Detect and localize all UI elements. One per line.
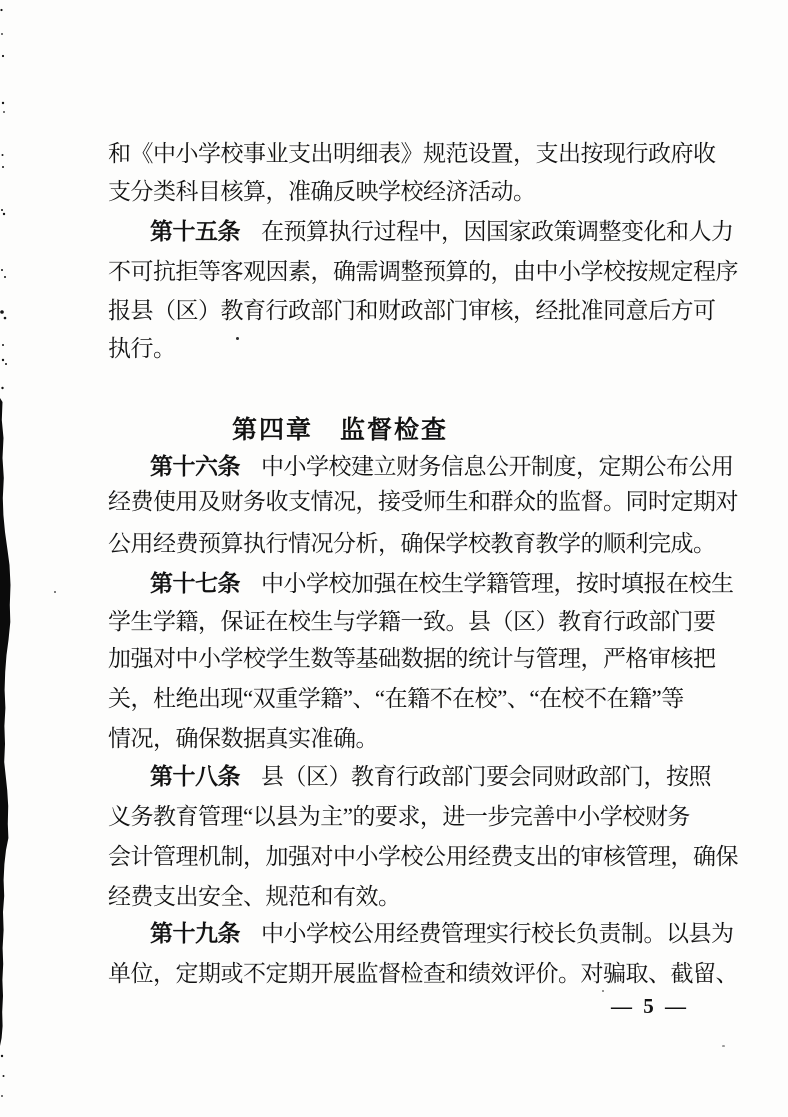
line-text: 单位，定期或不定期开展监督检查和绩效评价。对骗取、截留、 <box>108 961 738 986</box>
text-line <box>108 802 690 832</box>
chapter-heading: 第四章 监督检查 <box>231 417 449 444</box>
scan-speck <box>54 591 56 593</box>
line-text: 关，杜绝出现“双重学籍”、“在籍不在校”、“在校不在籍”等 <box>108 686 684 711</box>
text-line <box>150 762 711 792</box>
text-line <box>108 334 176 364</box>
scan-speck <box>236 337 239 340</box>
article-number: 第十八条 <box>150 764 240 789</box>
line-text: 中小学校建立财务信息公开制度，定期公布公用 <box>261 454 734 479</box>
text-line <box>108 684 684 714</box>
text-line <box>108 724 378 754</box>
text-line <box>108 882 401 912</box>
text-line <box>108 139 716 169</box>
text-line <box>150 919 734 949</box>
scan-artifact-left-edge <box>0 0 14 1117</box>
text-line <box>108 529 716 559</box>
scan-speck <box>722 1045 725 1047</box>
line-text: 经费支出安全、规范和有效。 <box>108 884 401 909</box>
page-number: — 5 — <box>611 994 689 1018</box>
scan-speck <box>602 990 604 992</box>
line-text: 不可抗拒等客观因素，确需调整预算的，由中小学校按规定程序 <box>108 259 738 284</box>
text-line <box>108 959 738 989</box>
text-line <box>108 842 738 872</box>
line-text: 经费使用及财务收支情况，接受师生和群众的监督。同时定期对 <box>108 489 738 514</box>
article-number: 第十六条 <box>150 454 240 479</box>
line-text: 和《中小学校事业支出明细表》规范设置，支出按现行政府收 <box>108 141 716 166</box>
text-line <box>108 177 536 207</box>
line-text: 公用经费预算执行情况分析，确保学校教育教学的顺利完成。 <box>108 531 716 556</box>
line-text: 义务教育管理“以县为主”的要求，进一步完善中小学校财务 <box>108 804 690 829</box>
article-number: 第十九条 <box>150 921 240 946</box>
text-line <box>150 569 734 599</box>
article-number: 第十五条 <box>150 219 240 244</box>
line-text: 中小学校公用经费管理实行校长负责制。以县为 <box>261 921 734 946</box>
text-line <box>150 217 734 247</box>
line-text: 中小学校加强在校生学籍管理，按时填报在校生 <box>261 571 734 596</box>
text-line <box>108 644 716 674</box>
line-text: 执行。 <box>108 336 176 361</box>
text-line <box>108 257 738 287</box>
article-number: 第十七条 <box>150 571 240 596</box>
line-text: 在预算执行过程中，因国家政策调整变化和人力 <box>261 219 734 244</box>
line-text: 会计管理机制，加强对中小学校公用经费支出的审核管理，确保 <box>108 844 738 869</box>
line-text: 情况，确保数据真实准确。 <box>108 726 378 751</box>
text-line <box>150 452 734 482</box>
line-text: 报县（区）教育行政部门和财政部门审核，经批准同意后方可 <box>108 298 716 323</box>
line-text: 加强对中小学校学生数等基础数据的统计与管理，严格审核把 <box>108 646 716 671</box>
text-line <box>108 487 738 517</box>
text-line <box>108 296 716 326</box>
line-text: 学生学籍，保证在校生与学籍一致。县（区）教育行政部门要 <box>108 609 716 634</box>
line-text: 支分类科目核算，准确反映学校经济活动。 <box>108 179 536 204</box>
line-text: 县（区）教育行政部门要会同财政部门，按照 <box>261 764 711 789</box>
text-line <box>108 607 716 637</box>
